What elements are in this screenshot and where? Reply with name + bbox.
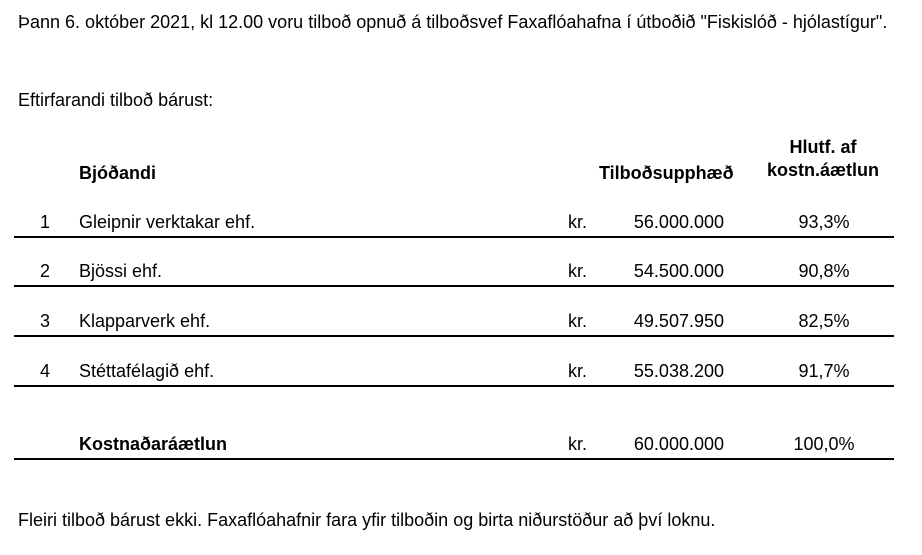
row-bidder-name: Bjössi ehf.	[79, 261, 163, 281]
row-amount: 55.038.200	[633, 361, 724, 381]
header-ratio-line1: Hlutf. af	[789, 137, 857, 157]
row-ratio: 93,3%	[798, 212, 850, 232]
cost-estimate-label: Kostnaðaráætlun	[79, 434, 228, 454]
row-amount: 54.500.000	[633, 261, 724, 281]
header-bidder: Bjóðandi	[79, 163, 156, 183]
table-row	[14, 309, 894, 337]
table-row	[14, 210, 894, 238]
row-ratio: 90,8%	[798, 261, 850, 281]
row-amount: 49.507.950	[633, 311, 724, 331]
cost-estimate-amount: 60.000.000	[633, 434, 724, 454]
row-bidder-name: Gleipnir verktakar ehf.	[79, 212, 256, 232]
row-number: 1	[39, 212, 50, 232]
cost-estimate-ratio: 100,0%	[793, 434, 855, 454]
row-number: 2	[39, 261, 50, 281]
row-bidder-name: Stéttafélagið ehf.	[79, 361, 215, 381]
row-ratio: 82,5%	[798, 311, 850, 331]
row-currency: kr.	[568, 361, 588, 381]
cost-estimate-currency: kr.	[568, 434, 588, 454]
bids-received-label: Eftirfarandi tilboð bárust:	[18, 90, 214, 110]
header-ratio-line2: kostn.áætlun	[766, 160, 879, 180]
row-currency: kr.	[568, 212, 588, 232]
table-row	[14, 259, 894, 287]
header-ratio	[760, 136, 886, 182]
table-row	[14, 359, 894, 387]
row-amount: 56.000.000	[633, 212, 724, 232]
intro-paragraph: Þann 6. október 2021, kl 12.00 voru tilboð opnuð á tilboðsvef Faxaflóahafna í útboðið "Fiskislóð - hjólastígur".	[18, 12, 888, 32]
row-number: 3	[39, 311, 50, 331]
row-ratio: 91,7%	[798, 361, 850, 381]
row-bidder-name: Klapparverk ehf.	[79, 311, 211, 331]
row-number: 4	[39, 361, 50, 381]
header-amount: Tilboðsupphæð	[599, 163, 734, 183]
closing-paragraph: Fleiri tilboð bárust ekki. Faxaflóahafnir fara yfir tilboðin og birta niðurstöður að því loknu.	[18, 510, 716, 530]
cost-estimate-row	[14, 432, 894, 460]
row-currency: kr.	[568, 261, 588, 281]
row-currency: kr.	[568, 311, 588, 331]
